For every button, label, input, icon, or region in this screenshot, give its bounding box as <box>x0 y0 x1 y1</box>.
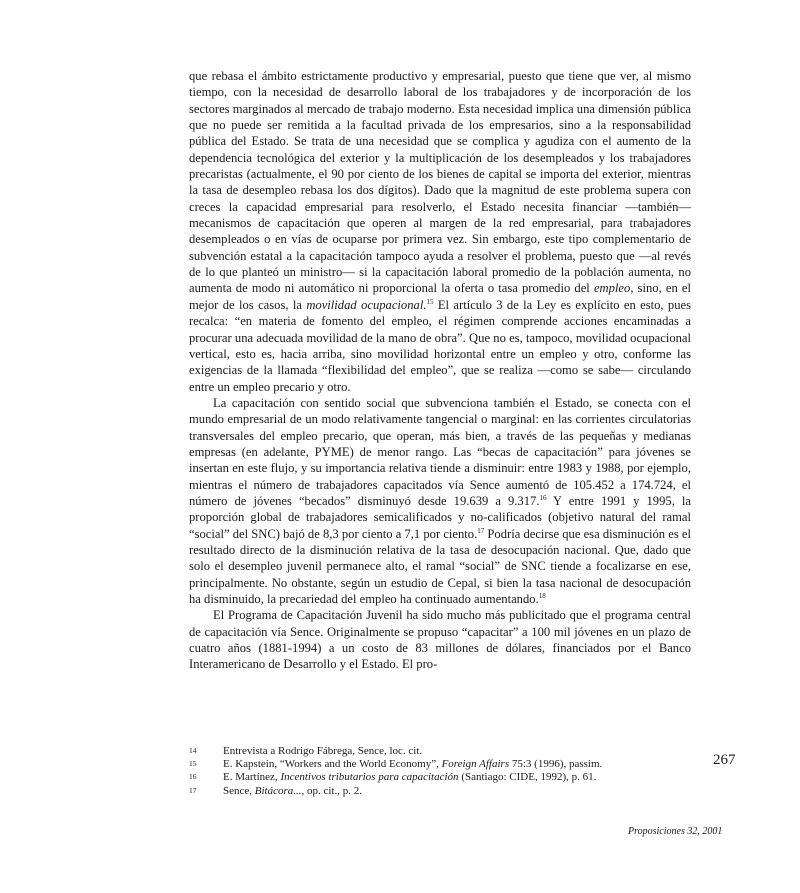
footnote <box>189 771 709 784</box>
paragraph-text: , sino, en el mejor de los casos, la <box>189 281 692 312</box>
paragraph-text: La capacitación con sentido social que subvenciona también el Estado, se conecta con el mundo empresarial de un modo relativamente tangencial o marginal: en las corrientes circulatorias transversales del empleo precario, que operan, más bien, a través de las pequeñas y medianas empresas (en adelante, PYME) de menor rango. Las “becas de capacitación” para jóvenes se insertan en este flujo, y su importancia relativa tiende a disminuir: entre 1983 y 1988, por ejemplo, mientras el número de trabajadores capacitados vía Sence aumentó de 105.452 a 174.724, el número de jóvenes “becados” disminuyó desde 19.639 a 9.317. <box>189 395 691 508</box>
paragraph-3 <box>189 607 691 672</box>
paragraph-text: que rebasa el ámbito estrictamente productivo y empresarial, puesto que tiene que ver, al mismo tiempo, con la necesidad de desarrollo laboral de los trabajadores y de incorporación de los sectores marginados al mercado de trabajo moderno. Esta necesidad implica una dimensión pública que no puede ser remitida a la facultad privada de los empresarios, sino a la responsabilidad pública del Estado. Se trata de una necesidad que se complica y agudiza con el aumento de la dependencia tecnológica del exterior y la multiplicación de los desempleados y los trabajadores precaristas (actualmente, el 90 por ciento de los bienes de capital se importa del exterior, mientras la tasa de desempleo rebasa los dos dígitos). Dado que la magnitud de este problema supera con creces la capacidad empresarial para resolverlo, el Estado necesita financiar —también— mecanismos de capacitación que operen al margen de la red empresarial, para trabajadores desempleados o en vías de ocuparse por primera vez. Sin embargo, este tipo complementario de subvención estatal a la capacitación tampoco ayuda a resolver el problema, puesto que —al revés de lo que planteó un ministro— si la capacitación laboral promedio de la población aumenta, no aumenta de modo ni automático ni proporcional la oferta o tasa promedio del <box>189 69 691 296</box>
footnote <box>189 745 709 758</box>
footnote-text: E. Martínez, Incentivos tributarios para capacitación (Santiago: CIDE, 1992), p. 61. <box>223 771 597 784</box>
book-title: Incentivos tributarios para capacitación <box>280 771 459 784</box>
footnote-ref: 18 <box>538 592 546 600</box>
paragraph-text: El artículo 3 de la Ley es explícito en esto, pues recalca: “en materia de fomento del empleo, el régimen comprende acciones encaminadas a procurar una adecuada movilidad de la mano de obra”. Que no es, tampoco, movilidad ocupacional vertical, esto es, hacia arriba, sino movilidad horizontal entre un empleo y otro, conforme las exigencias de la llamada “flexibilidad del empleo”, que se realiza —como se sabe— circulando entre un empleo precario y otro. <box>189 297 692 394</box>
footnote-number: 15 <box>189 759 197 769</box>
paragraph-1 <box>189 68 691 395</box>
footnotes <box>189 745 709 798</box>
paragraph-text: Podría decirse que esa disminución es el resultado directo de la disminución relativa de la tasa de desocupación nacional. Que, dado que solo el desempleo juvenil permanece alto, el ramal “social” de SNC tiende a focalizarse en ese, principalmente. No obstante, según un estudio de Cepal, si bien la tasa nacional de desocupación ha disminuido, la precariedad del empleo ha continuado aumentando. <box>189 526 691 606</box>
journal-title: Foreign Affairs <box>441 758 510 771</box>
footnote-number: 14 <box>189 746 197 755</box>
footnote-ref: 16 <box>539 493 547 502</box>
footnote-text: Sence, Bitácora..., op. cit., p. 2. <box>223 784 363 797</box>
paragraph-text: El Programa de Capacitación Juvenil ha sido mucho más publicitado que el programa central de capacitación vía Sence. Originalmente se propuso “capacitar” a 100 mil jóvenes en un plazo de cuatro años (1881-1994) a un costo de 83 millones de dólares, financiados por el Banco Interamericano de Desarrollo y el Estado. El pro- <box>189 608 691 672</box>
paragraph-text: Y entre 1991 y 1995, la proporción global de trabajadores semicalificados y no-calificados (objetivo natural del ramal “social” del SNC) bajó de 8,3 por ciento a 7,1 por ciento. <box>189 493 691 541</box>
footnote-text: Entrevista a Rodrigo Fábrega, Sence, loc. cit. <box>223 745 423 757</box>
book-title: Bitácora... <box>254 784 302 797</box>
footnote <box>189 758 709 771</box>
body-text <box>189 68 691 673</box>
italic-term: movilidad ocupacional. <box>306 297 427 312</box>
footnote-ref: 15 <box>426 297 434 306</box>
footnote-number: 16 <box>189 772 197 782</box>
page-number: 267 <box>713 752 736 768</box>
footnote <box>189 785 709 798</box>
running-footer: Proposiciones 32, 2001 <box>628 826 723 837</box>
footnote-number: 17 <box>189 785 197 795</box>
paragraph-2 <box>189 395 691 607</box>
footnote-text: E. Kapstein, “Workers and the World Economy”, Foreign Affairs 75:3 (1996), passim. <box>223 758 603 771</box>
footnote-ref: 17 <box>477 526 485 535</box>
italic-term: empleo <box>593 281 631 296</box>
